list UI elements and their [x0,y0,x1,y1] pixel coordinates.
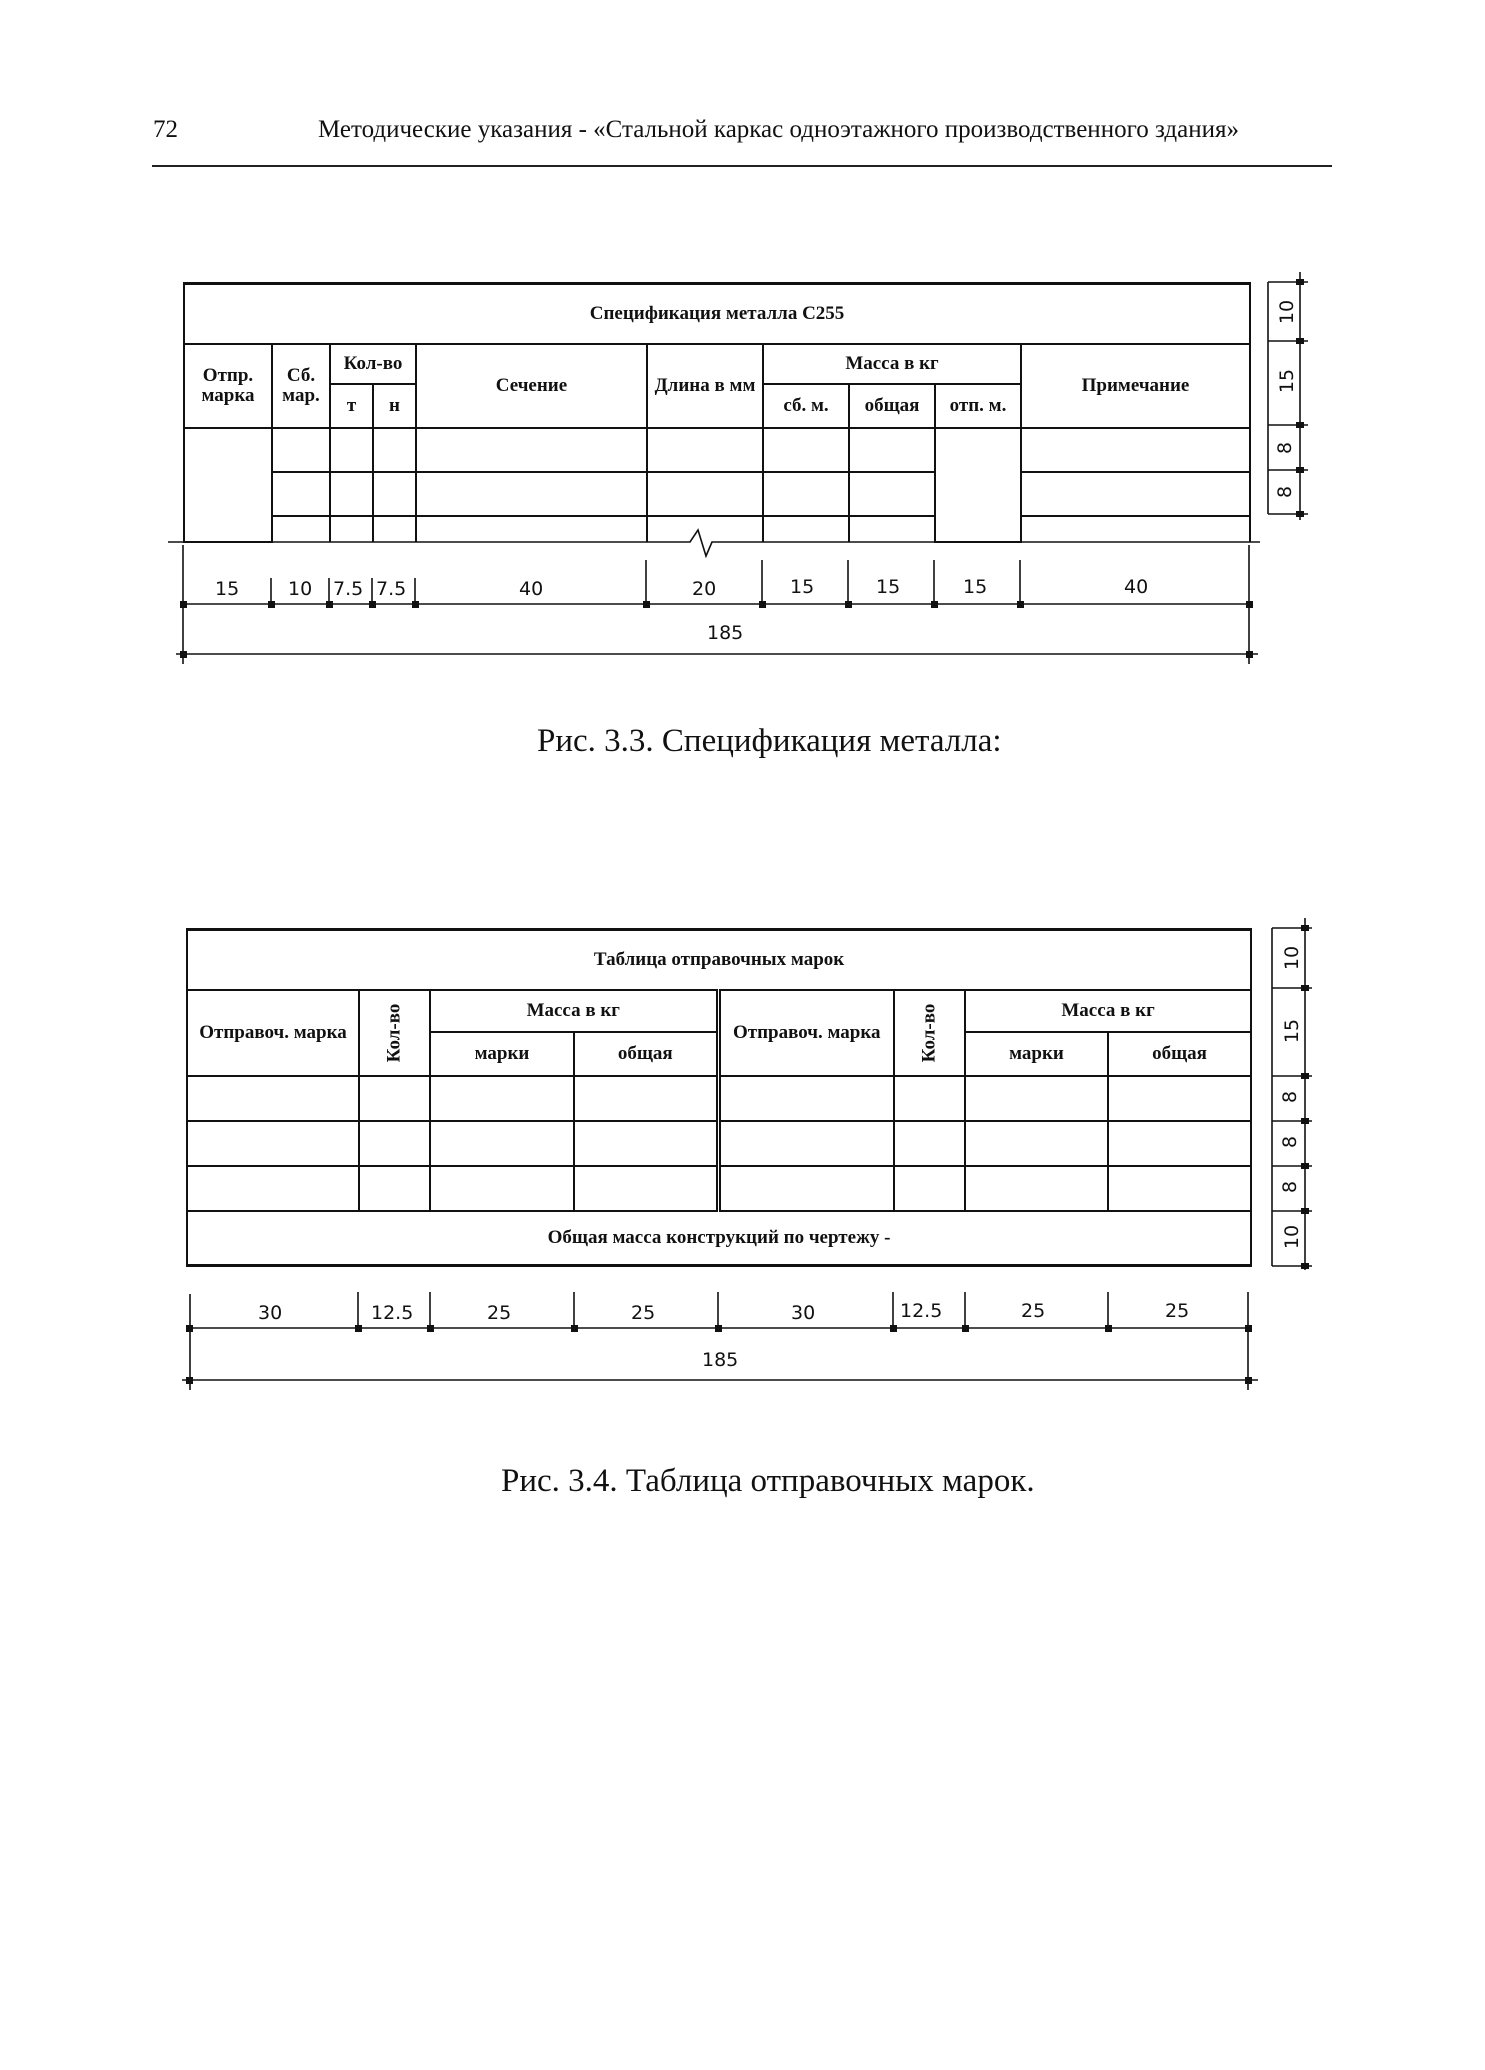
column-width-label: 25 [631,1302,656,1324]
column-width-label: 25 [1165,1300,1190,1322]
header-obshchaya: общая [574,1032,718,1076]
row-height-label: 10 [1276,299,1299,325]
column-width-label: 15 [790,576,815,598]
column-width-label: 20 [692,578,717,600]
row-height-label: 8 [1274,485,1297,499]
column-width-label: 15 [215,578,240,600]
metal-spec-title: Спецификация металла С255 [184,284,1250,344]
header-massa: Масса в кг [430,990,718,1032]
running-title: Методические указания - «Стальной каркас одноэтажного производственного здания» [318,116,1239,143]
header-dlina: Длина в мм [647,344,763,428]
header-sb-m: сб. м. [763,384,849,428]
header-obshchaya-2: общая [1108,1032,1251,1076]
row-height-label: 8 [1279,1135,1302,1149]
column-width-label: 15 [876,576,901,598]
row-height-label: 15 [1281,1018,1304,1044]
column-width-label: 25 [1021,1300,1046,1322]
header-n: н [373,384,416,428]
break-line [168,530,1260,556]
page-number: 72 [153,116,178,143]
shipping-marks-title: Таблица отправочных марок [187,930,1251,990]
total-mass-row: Общая масса конструкций по чертежу - [187,1211,1251,1266]
header-otprav-marka: Отправоч. марка [187,990,359,1076]
header-marki-2: марки [965,1032,1108,1076]
row-height-label: 10 [1281,945,1304,971]
column-width-label: 40 [519,578,544,600]
header-sechenie: Сечение [416,344,647,428]
row-height-label: 8 [1274,441,1297,455]
header-otpr-marka: Отпр. марка [184,344,272,428]
column-width-label: 25 [487,1302,512,1324]
total-width-label: 185 [702,1349,739,1371]
row-height-label: 15 [1276,368,1299,394]
header-kol-vo: Кол-во [330,344,416,384]
figure-3-3-caption: Рис. 3.3. Спецификация металла: [537,723,1002,759]
header-massa: Масса в кг [763,344,1021,384]
header-t: т [330,384,373,428]
header-otprav-marka-2: Отправоч. марка [718,990,894,1076]
column-width-label: 10 [288,578,313,600]
column-width-label: 7.5 [376,578,407,600]
column-width-label: 30 [258,1302,283,1324]
header-marki: марки [430,1032,574,1076]
figure-3-4-caption: Рис. 3.4. Таблица отправочных марок. [501,1463,1035,1499]
column-width-label: 30 [791,1302,816,1324]
column-width-label: 15 [963,576,988,598]
header-kol-vo-2: Кол-во [894,990,965,1076]
row-height-label: 8 [1279,1090,1302,1104]
column-width-label: 40 [1124,576,1149,598]
column-width-label: 12.5 [371,1302,414,1324]
header-sb-mar: Сб. мар. [272,344,330,428]
header-massa-2: Масса в кг [965,990,1251,1032]
header-obshchaya: общая [849,384,935,428]
column-width-label: 7.5 [333,578,364,600]
total-width-label: 185 [707,622,744,644]
header-primechanie: Примечание [1021,344,1250,428]
header-otp-m: отп. м. [935,384,1021,428]
row-height-label: 10 [1281,1224,1304,1250]
shipping-marks-dimensions [0,900,1485,1420]
row-height-label: 8 [1279,1180,1302,1194]
column-width-label: 12.5 [900,1300,943,1322]
header-kol-vo: Кол-во [359,990,430,1076]
